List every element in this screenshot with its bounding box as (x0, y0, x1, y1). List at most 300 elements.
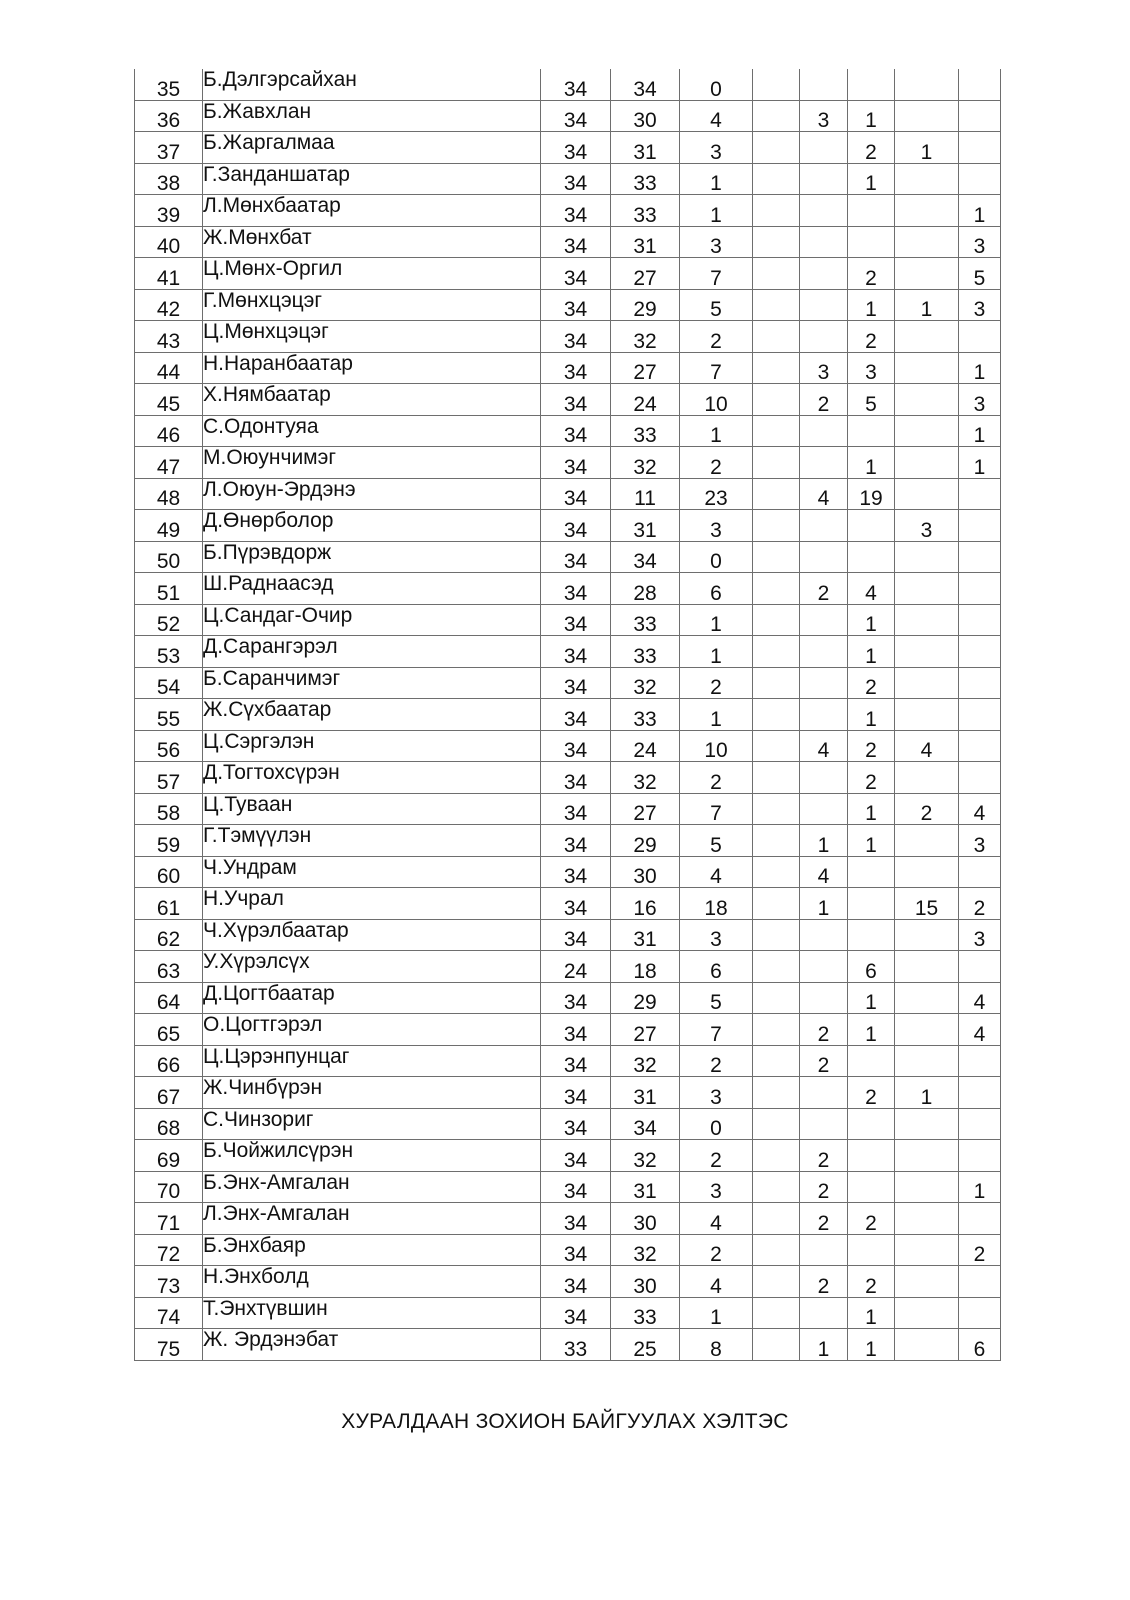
value-cell-6 (848, 1045, 895, 1077)
row-number-cell: 46 (135, 415, 203, 447)
row-number-cell: 55 (135, 699, 203, 731)
row-number-cell: 43 (135, 321, 203, 353)
value-cell-8 (959, 573, 1001, 605)
value-cell-1: 34 (541, 258, 611, 290)
value-cell-1: 34 (541, 195, 611, 227)
member-name-cell: Г.Мөнхцэцэг (203, 289, 541, 321)
value-cell-1: 34 (541, 793, 611, 825)
value-cell-3: 4 (680, 1266, 753, 1298)
row-number-cell: 66 (135, 1045, 203, 1077)
value-cell-1: 34 (541, 1203, 611, 1235)
row-number-cell: 74 (135, 1297, 203, 1329)
value-cell-6: 2 (848, 321, 895, 353)
value-cell-7 (895, 1203, 959, 1235)
value-cell-8: 3 (959, 289, 1001, 321)
value-cell-1: 34 (541, 667, 611, 699)
value-cell-1: 34 (541, 1077, 611, 1109)
value-cell-7 (895, 100, 959, 132)
row-number-cell: 53 (135, 636, 203, 668)
value-cell-4 (753, 1234, 800, 1266)
row-number-cell: 48 (135, 478, 203, 510)
value-cell-1: 34 (541, 730, 611, 762)
value-cell-3: 23 (680, 478, 753, 510)
value-cell-6: 2 (848, 1203, 895, 1235)
value-cell-6: 3 (848, 352, 895, 384)
member-name-cell: Б.Жавхлан (203, 100, 541, 132)
value-cell-4 (753, 1297, 800, 1329)
value-cell-2: 33 (611, 195, 680, 227)
value-cell-8: 1 (959, 1171, 1001, 1203)
member-name-cell: Ц.Цэрэнпунцаг (203, 1045, 541, 1077)
value-cell-6 (848, 1234, 895, 1266)
value-cell-3: 3 (680, 919, 753, 951)
value-cell-2: 24 (611, 730, 680, 762)
footer-department-title: ХУРАЛДААН ЗОХИОН БАЙГУУЛАХ ХЭЛТЭС (341, 1410, 789, 1433)
value-cell-1: 24 (541, 951, 611, 983)
value-cell-4 (753, 856, 800, 888)
value-cell-6 (848, 69, 895, 100)
member-name-cell: Б.Жаргалмаа (203, 132, 541, 164)
member-name-cell: С.Чинзориг (203, 1108, 541, 1140)
value-cell-3: 7 (680, 793, 753, 825)
value-cell-3: 1 (680, 415, 753, 447)
value-cell-2: 29 (611, 982, 680, 1014)
value-cell-7 (895, 825, 959, 857)
value-cell-8: 1 (959, 195, 1001, 227)
value-cell-6: 4 (848, 573, 895, 605)
table-row (135, 699, 1001, 731)
value-cell-4 (753, 510, 800, 542)
value-cell-4 (753, 982, 800, 1014)
value-cell-1: 34 (541, 478, 611, 510)
table-row (135, 447, 1001, 479)
row-number-cell: 49 (135, 510, 203, 542)
value-cell-2: 27 (611, 258, 680, 290)
table-row (135, 982, 1001, 1014)
value-cell-7 (895, 541, 959, 573)
row-number-cell: 58 (135, 793, 203, 825)
member-name-cell: Л.Оюун-Эрдэнэ (203, 478, 541, 510)
table-row (135, 1014, 1001, 1046)
value-cell-3: 1 (680, 1297, 753, 1329)
table-row (135, 1045, 1001, 1077)
value-cell-2: 34 (611, 541, 680, 573)
value-cell-3: 0 (680, 541, 753, 573)
value-cell-5 (800, 510, 848, 542)
value-cell-3: 2 (680, 447, 753, 479)
table-row (135, 573, 1001, 605)
value-cell-7 (895, 1329, 959, 1361)
table-row (135, 1203, 1001, 1235)
value-cell-7: 15 (895, 888, 959, 920)
value-cell-6 (848, 856, 895, 888)
value-cell-6: 1 (848, 825, 895, 857)
table-row (135, 226, 1001, 258)
value-cell-3: 3 (680, 1077, 753, 1109)
member-name-cell: Л.Энх-Амгалан (203, 1203, 541, 1235)
table-row (135, 195, 1001, 227)
table-row (135, 1171, 1001, 1203)
value-cell-2: 16 (611, 888, 680, 920)
value-cell-2: 33 (611, 163, 680, 195)
value-cell-8: 2 (959, 1234, 1001, 1266)
value-cell-3: 5 (680, 289, 753, 321)
value-cell-5 (800, 1077, 848, 1109)
table-row (135, 951, 1001, 983)
value-cell-1: 34 (541, 226, 611, 258)
value-cell-5: 2 (800, 1171, 848, 1203)
value-cell-7 (895, 699, 959, 731)
value-cell-1: 34 (541, 100, 611, 132)
value-cell-2: 30 (611, 1266, 680, 1298)
value-cell-3: 2 (680, 1045, 753, 1077)
member-name-cell: Б.Дэлгэрсайхан (203, 69, 541, 100)
row-number-cell: 61 (135, 888, 203, 920)
value-cell-8 (959, 478, 1001, 510)
row-number-cell: 60 (135, 856, 203, 888)
table-row (135, 100, 1001, 132)
value-cell-8 (959, 321, 1001, 353)
value-cell-6: 1 (848, 982, 895, 1014)
value-cell-8: 3 (959, 226, 1001, 258)
row-number-cell: 54 (135, 667, 203, 699)
value-cell-4 (753, 1329, 800, 1361)
value-cell-3: 0 (680, 1108, 753, 1140)
value-cell-2: 24 (611, 384, 680, 416)
row-number-cell: 35 (135, 69, 203, 100)
member-name-cell: Д.Тогтохсүрэн (203, 762, 541, 794)
member-name-cell: Б.Энх-Амгалан (203, 1171, 541, 1203)
value-cell-7 (895, 1171, 959, 1203)
value-cell-1: 33 (541, 1329, 611, 1361)
value-cell-4 (753, 667, 800, 699)
value-cell-4 (753, 195, 800, 227)
member-name-cell: Ж. Эрдэнэбат (203, 1329, 541, 1361)
value-cell-7 (895, 69, 959, 100)
member-name-cell: М.Оюунчимэг (203, 447, 541, 479)
row-number-cell: 72 (135, 1234, 203, 1266)
value-cell-5 (800, 195, 848, 227)
value-cell-8 (959, 1045, 1001, 1077)
value-cell-6 (848, 226, 895, 258)
value-cell-5 (800, 132, 848, 164)
value-cell-2: 30 (611, 1203, 680, 1235)
value-cell-8: 5 (959, 258, 1001, 290)
value-cell-7 (895, 982, 959, 1014)
value-cell-8: 2 (959, 888, 1001, 920)
value-cell-5 (800, 163, 848, 195)
value-cell-2: 33 (611, 699, 680, 731)
row-number-cell: 59 (135, 825, 203, 857)
value-cell-5 (800, 69, 848, 100)
value-cell-3: 10 (680, 730, 753, 762)
value-cell-1: 34 (541, 289, 611, 321)
row-number-cell: 39 (135, 195, 203, 227)
value-cell-2: 32 (611, 321, 680, 353)
row-number-cell: 44 (135, 352, 203, 384)
value-cell-4 (753, 1140, 800, 1172)
table-row (135, 69, 1001, 100)
attendance-table (134, 69, 1001, 1361)
member-name-cell: С.Одонтуяа (203, 415, 541, 447)
value-cell-7 (895, 1297, 959, 1329)
value-cell-8: 6 (959, 1329, 1001, 1361)
value-cell-3: 4 (680, 100, 753, 132)
value-cell-6: 1 (848, 636, 895, 668)
value-cell-7 (895, 573, 959, 605)
value-cell-4 (753, 919, 800, 951)
value-cell-8: 3 (959, 825, 1001, 857)
value-cell-5: 3 (800, 352, 848, 384)
value-cell-5: 2 (800, 1014, 848, 1046)
row-number-cell: 75 (135, 1329, 203, 1361)
value-cell-2: 32 (611, 1045, 680, 1077)
member-name-cell: Н.Наранбаатар (203, 352, 541, 384)
value-cell-1: 34 (541, 1014, 611, 1046)
value-cell-4 (753, 258, 800, 290)
value-cell-7 (895, 919, 959, 951)
value-cell-4 (753, 415, 800, 447)
value-cell-5: 2 (800, 573, 848, 605)
value-cell-8 (959, 730, 1001, 762)
row-number-cell: 56 (135, 730, 203, 762)
value-cell-8 (959, 1266, 1001, 1298)
value-cell-4 (753, 762, 800, 794)
value-cell-2: 28 (611, 573, 680, 605)
value-cell-5: 3 (800, 100, 848, 132)
member-name-cell: У.Хүрэлсүх (203, 951, 541, 983)
value-cell-4 (753, 1266, 800, 1298)
value-cell-5: 2 (800, 1203, 848, 1235)
table-row (135, 1077, 1001, 1109)
value-cell-4 (753, 636, 800, 668)
value-cell-7 (895, 604, 959, 636)
value-cell-2: 32 (611, 1234, 680, 1266)
value-cell-8: 4 (959, 1014, 1001, 1046)
value-cell-5 (800, 1108, 848, 1140)
member-name-cell: О.Цогтгэрэл (203, 1014, 541, 1046)
value-cell-8: 3 (959, 384, 1001, 416)
value-cell-8: 1 (959, 415, 1001, 447)
table-row (135, 321, 1001, 353)
value-cell-5 (800, 321, 848, 353)
table-row (135, 730, 1001, 762)
value-cell-6 (848, 1140, 895, 1172)
value-cell-1: 34 (541, 762, 611, 794)
value-cell-1: 34 (541, 604, 611, 636)
table-row (135, 132, 1001, 164)
value-cell-2: 31 (611, 1171, 680, 1203)
value-cell-3: 7 (680, 258, 753, 290)
value-cell-3: 3 (680, 1171, 753, 1203)
row-number-cell: 63 (135, 951, 203, 983)
table-row (135, 289, 1001, 321)
value-cell-2: 34 (611, 1108, 680, 1140)
member-name-cell: Ц.Мөнх-Оргил (203, 258, 541, 290)
row-number-cell: 42 (135, 289, 203, 321)
value-cell-1: 34 (541, 447, 611, 479)
value-cell-8 (959, 951, 1001, 983)
value-cell-1: 34 (541, 321, 611, 353)
table-row (135, 604, 1001, 636)
value-cell-6: 5 (848, 384, 895, 416)
value-cell-2: 27 (611, 793, 680, 825)
value-cell-7 (895, 856, 959, 888)
value-cell-2: 31 (611, 510, 680, 542)
value-cell-3: 2 (680, 321, 753, 353)
value-cell-3: 1 (680, 604, 753, 636)
table-row (135, 825, 1001, 857)
value-cell-2: 30 (611, 856, 680, 888)
value-cell-3: 4 (680, 1203, 753, 1235)
row-number-cell: 70 (135, 1171, 203, 1203)
member-name-cell: Д.Өнөрболор (203, 510, 541, 542)
member-name-cell: Б.Пүрэвдорж (203, 541, 541, 573)
value-cell-8 (959, 1077, 1001, 1109)
value-cell-5 (800, 699, 848, 731)
value-cell-4 (753, 100, 800, 132)
value-cell-5 (800, 762, 848, 794)
value-cell-5 (800, 919, 848, 951)
value-cell-4 (753, 352, 800, 384)
value-cell-6 (848, 541, 895, 573)
value-cell-6: 1 (848, 604, 895, 636)
value-cell-8 (959, 667, 1001, 699)
row-number-cell: 41 (135, 258, 203, 290)
value-cell-5 (800, 636, 848, 668)
value-cell-8 (959, 100, 1001, 132)
member-name-cell: Н.Учрал (203, 888, 541, 920)
value-cell-8 (959, 69, 1001, 100)
value-cell-6: 2 (848, 762, 895, 794)
value-cell-3: 5 (680, 825, 753, 857)
value-cell-1: 34 (541, 982, 611, 1014)
value-cell-3: 1 (680, 699, 753, 731)
value-cell-4 (753, 447, 800, 479)
value-cell-1: 34 (541, 636, 611, 668)
value-cell-1: 34 (541, 1045, 611, 1077)
row-number-cell: 68 (135, 1108, 203, 1140)
value-cell-2: 32 (611, 667, 680, 699)
value-cell-1: 34 (541, 510, 611, 542)
value-cell-8 (959, 163, 1001, 195)
value-cell-2: 32 (611, 762, 680, 794)
value-cell-5: 4 (800, 478, 848, 510)
value-cell-3: 7 (680, 352, 753, 384)
value-cell-6: 2 (848, 132, 895, 164)
value-cell-8 (959, 132, 1001, 164)
value-cell-2: 33 (611, 636, 680, 668)
value-cell-5: 1 (800, 1329, 848, 1361)
value-cell-7 (895, 415, 959, 447)
value-cell-7 (895, 1140, 959, 1172)
value-cell-6 (848, 1108, 895, 1140)
value-cell-2: 31 (611, 919, 680, 951)
value-cell-4 (753, 1108, 800, 1140)
value-cell-7: 1 (895, 289, 959, 321)
value-cell-4 (753, 604, 800, 636)
value-cell-3: 4 (680, 856, 753, 888)
value-cell-3: 2 (680, 667, 753, 699)
member-name-cell: Д.Цогтбаатар (203, 982, 541, 1014)
value-cell-1: 34 (541, 69, 611, 100)
value-cell-6: 1 (848, 163, 895, 195)
value-cell-5: 1 (800, 888, 848, 920)
member-name-cell: Ц.Мөнхцэцэг (203, 321, 541, 353)
table-row (135, 762, 1001, 794)
value-cell-8 (959, 856, 1001, 888)
value-cell-6: 19 (848, 478, 895, 510)
value-cell-6: 1 (848, 289, 895, 321)
value-cell-4 (753, 888, 800, 920)
value-cell-2: 34 (611, 69, 680, 100)
value-cell-5: 4 (800, 730, 848, 762)
table-row (135, 415, 1001, 447)
value-cell-6: 2 (848, 1077, 895, 1109)
value-cell-4 (753, 825, 800, 857)
value-cell-3: 0 (680, 69, 753, 100)
value-cell-4 (753, 226, 800, 258)
value-cell-7: 2 (895, 793, 959, 825)
row-number-cell: 64 (135, 982, 203, 1014)
row-number-cell: 62 (135, 919, 203, 951)
value-cell-5 (800, 289, 848, 321)
value-cell-2: 18 (611, 951, 680, 983)
value-cell-5: 2 (800, 1045, 848, 1077)
member-name-cell: Д.Сарангэрэл (203, 636, 541, 668)
value-cell-4 (753, 1014, 800, 1046)
value-cell-8 (959, 1297, 1001, 1329)
value-cell-2: 31 (611, 1077, 680, 1109)
value-cell-7: 1 (895, 1077, 959, 1109)
value-cell-2: 31 (611, 132, 680, 164)
table-row (135, 541, 1001, 573)
member-name-cell: Т.Энхтүвшин (203, 1297, 541, 1329)
value-cell-6: 2 (848, 1266, 895, 1298)
value-cell-2: 29 (611, 289, 680, 321)
value-cell-5 (800, 604, 848, 636)
value-cell-7 (895, 163, 959, 195)
value-cell-5: 4 (800, 856, 848, 888)
value-cell-5 (800, 982, 848, 1014)
member-name-cell: Ш.Раднаасэд (203, 573, 541, 605)
value-cell-4 (753, 1171, 800, 1203)
value-cell-6: 6 (848, 951, 895, 983)
value-cell-8 (959, 1203, 1001, 1235)
value-cell-3: 1 (680, 195, 753, 227)
value-cell-5: 2 (800, 1140, 848, 1172)
member-name-cell: Б.Энхбаяр (203, 1234, 541, 1266)
value-cell-7 (895, 321, 959, 353)
value-cell-7: 1 (895, 132, 959, 164)
value-cell-7 (895, 667, 959, 699)
table-row (135, 1140, 1001, 1172)
value-cell-1: 34 (541, 1297, 611, 1329)
value-cell-2: 11 (611, 478, 680, 510)
value-cell-4 (753, 289, 800, 321)
table-row (135, 919, 1001, 951)
value-cell-4 (753, 1203, 800, 1235)
value-cell-2: 30 (611, 100, 680, 132)
value-cell-3: 2 (680, 762, 753, 794)
value-cell-8: 3 (959, 919, 1001, 951)
table-row (135, 258, 1001, 290)
table-row (135, 1266, 1001, 1298)
member-name-cell: Ж.Мөнхбат (203, 226, 541, 258)
member-name-cell: Б.Саранчимэг (203, 667, 541, 699)
value-cell-6: 2 (848, 667, 895, 699)
value-cell-2: 25 (611, 1329, 680, 1361)
